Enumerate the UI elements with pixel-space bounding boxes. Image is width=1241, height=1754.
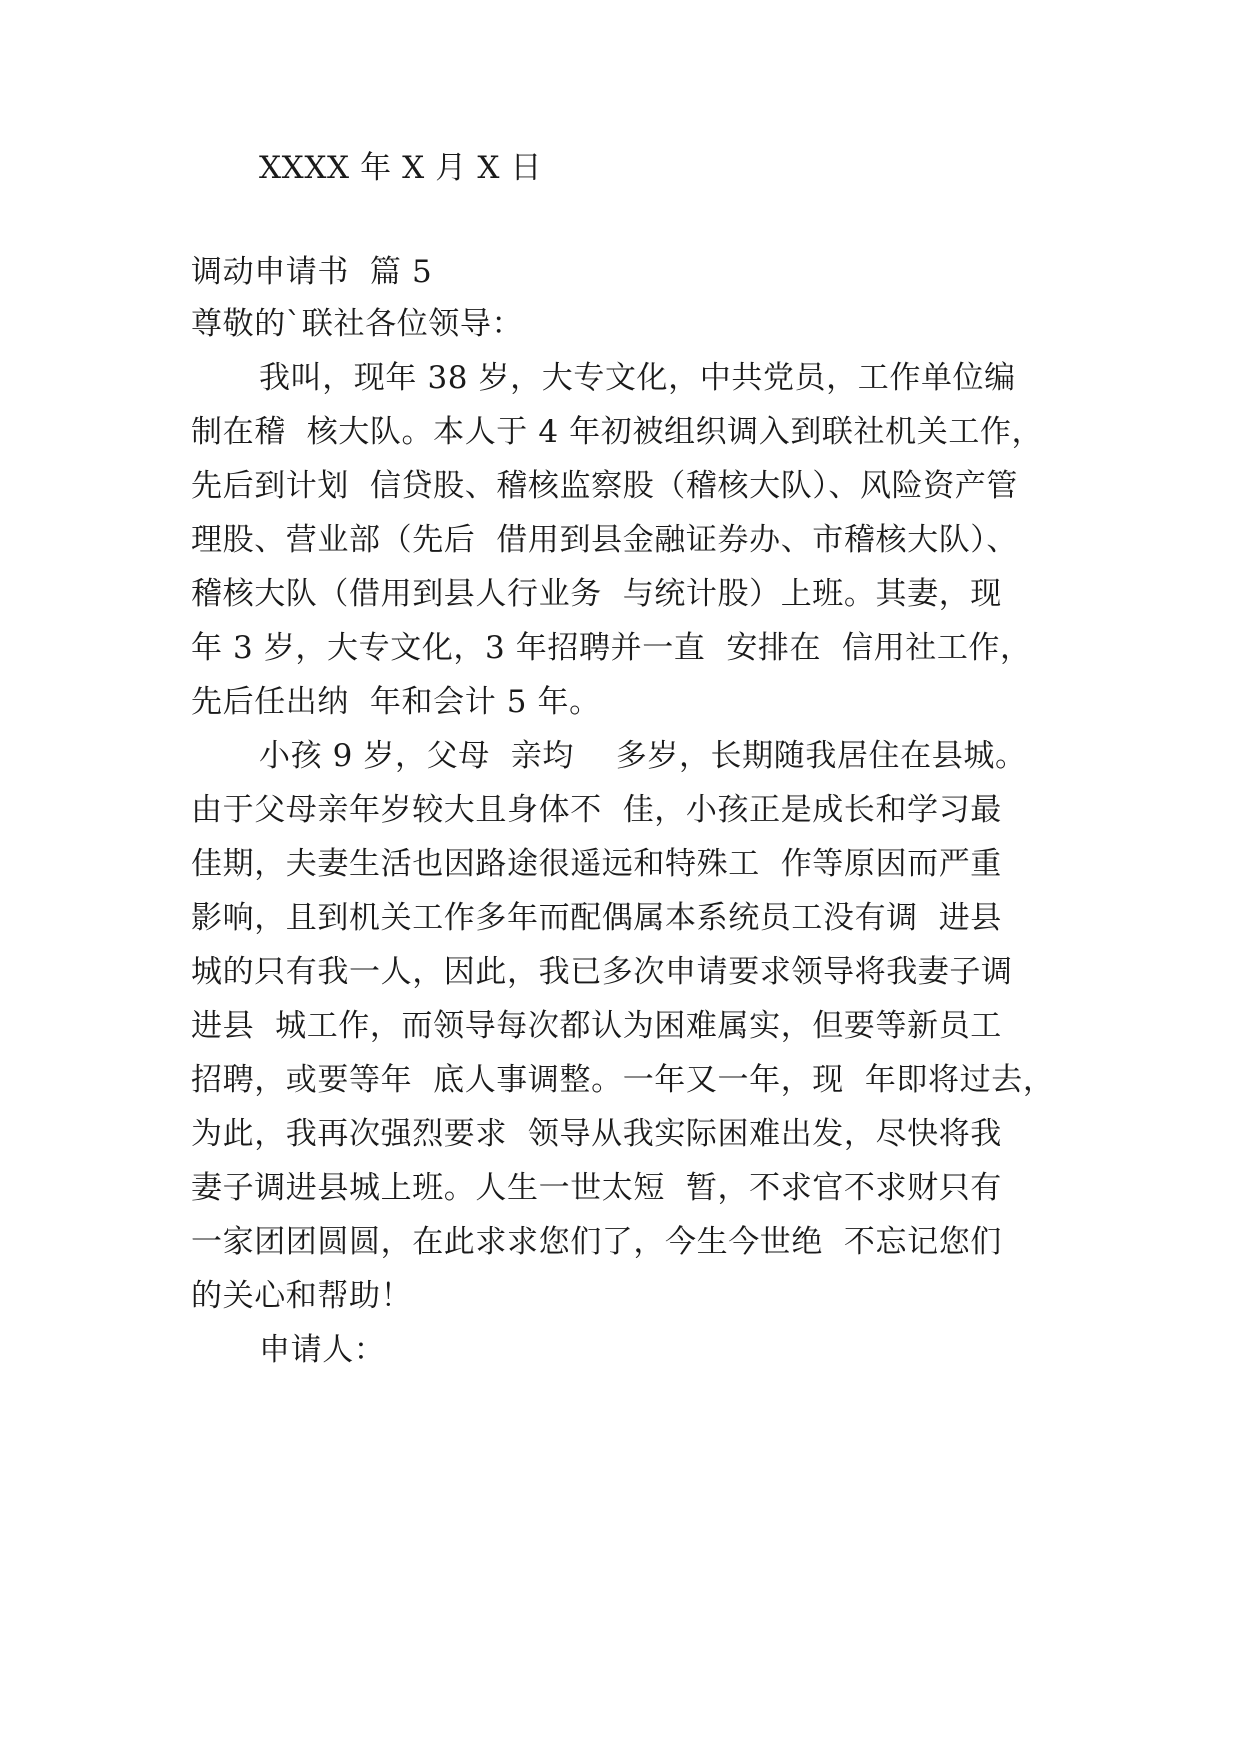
paragraph-line: 的关心和帮助！	[191, 1278, 413, 1314]
paragraph-line: 为此，我再次强烈要求 领导从我实际困难出发，尽快将我	[191, 1116, 1002, 1152]
paragraph-line: 招聘，或要等年 底人事调整。一年又一年，现 年即将过去，	[191, 1062, 1055, 1098]
section-title: 调动申请书 篇 5	[191, 254, 433, 290]
paragraph-line: 影响，且到机关工作多年而配偶属本系统员工没有调 进县	[191, 900, 1002, 936]
salutation: 尊敬的`联社各位领导：	[191, 306, 524, 342]
paragraph-line: 我叫，现年 38 岁，大专文化，中共党员，工作单位编	[259, 360, 1016, 396]
paragraph-line: 由于父母亲年岁较大且身体不 佳，小孩正是成长和学习最	[191, 792, 1002, 828]
paragraph-line: 稽核大队（借用到县人行业务 与统计股）上班。其妻，现	[191, 576, 1002, 612]
paragraph-line: 理股、营业部（先后 借用到县金融证券办、市稽核大队）、	[191, 522, 1019, 558]
date-line: XXXX 年 X 月 X 日	[259, 150, 543, 186]
paragraph-line: 一家团团圆圆，在此求求您们了，今生今世绝 不忘记您们	[191, 1224, 1002, 1260]
paragraph-line: 年 3 岁，大专文化，3 年招聘并一直 安排在 信用社工作，	[191, 630, 1032, 666]
paragraph-line: 先后任出纳 年和会计 5 年。	[191, 684, 601, 720]
paragraph-line: 小孩 9 岁，父母 亲均 多岁，长期随我居住在县城。	[259, 738, 1027, 774]
paragraph-line: 佳期，夫妻生活也因路途很遥远和特殊工 作等原因而严重	[191, 846, 1002, 882]
paragraph-line: 进县 城工作，而领导每次都认为困难属实，但要等新员工	[191, 1008, 1002, 1044]
paragraph-line: 妻子调进县城上班。人生一世太短 暂，不求官不求财只有	[191, 1170, 1002, 1206]
paragraph-line: 制在稽 核大队。本人于 4 年初被组织调入到联社机关工作，	[191, 414, 1044, 450]
paragraph-line: 城的只有我一人，因此，我已多次申请要求领导将我妻子调	[191, 954, 1013, 990]
paragraph-line: 先后到计划 信贷股、稽核监察股（稽核大队）、风险资产管	[191, 468, 1019, 504]
applicant-label: 申请人：	[259, 1332, 386, 1368]
